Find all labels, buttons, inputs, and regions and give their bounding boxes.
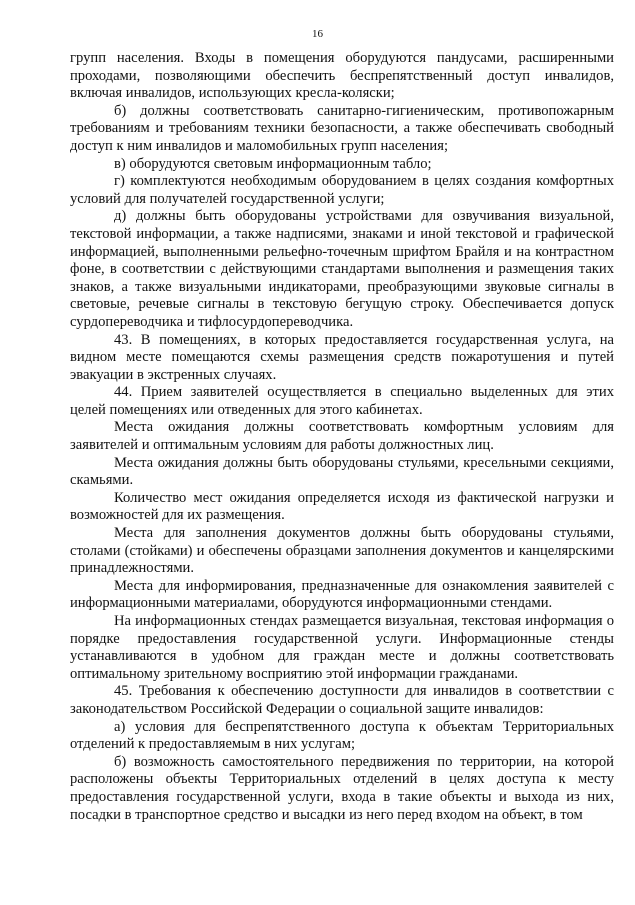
paragraph-item-v: в) оборудуются световым информационным табло; <box>114 155 432 172</box>
paragraph-continuation: групп населения. Входы в помещения оборудуются пандусами, расширенными проходами, позволяющими обеспечить беспрепятственный доступ инвалидов, включая инвалидов, использующих кресла-коляски; <box>70 50 614 102</box>
paragraph-43: 43. В помещениях, в которых предоставляется государственная услуга, на видном месте помещаются схемы размещения средств пожаротушения и путей эвакуации в экстренных случаях. <box>70 331 614 383</box>
paragraph-45: 45. Требования к обеспечению доступности для инвалидов в соответствии с законодательством Российской Федерации о социальной защите инвалидов: <box>70 683 614 717</box>
paragraph-waiting-comfort: Места ожидания должны соответствовать комфортным условиям для заявителей и оптимальным условиям для работы должностных лиц. <box>70 419 614 454</box>
paragraph-item-a: а) условия для беспрепятственного доступа к объектам Территориальных отделений к предоставляемым в них услугам; <box>70 718 614 753</box>
paragraph-44: 44. Прием заявителей осуществляется в специально выделенных для этих целей помещениях или отведенных для этого кабинетах. <box>70 384 614 418</box>
document-body <box>70 50 614 824</box>
paragraph-waiting-count: Количество мест ожидания определяется исходя из фактической нагрузки и возможностей для их размещения. <box>70 489 614 524</box>
paragraph-form-filling: Места для заполнения документов должны быть оборудованы стульями, столами (стойками) и обеспечены образцами заполнения документов и канцелярскими принадлежностями. <box>70 525 614 577</box>
page-number: 16 <box>312 28 323 40</box>
paragraph-item-b-mobility: б) возможность самостоятельного передвижения по территории, на которой расположены объекты Территориальных отделений в целях доступа к месту предоставления государственной услуги, входа в такие объекты и выхода из них, посадки в транспортное средство и высадки из него перед входом на объект, в том <box>70 753 614 823</box>
paragraph-info-stands: На информационных стендах размещается визуальная, текстовая информация о порядке предоставления государственной услуги. Информационные стенды устанавливаются в удобном для граждан месте и должны соответствовать оптимальному зрительному восприятию этой информации гражданами. <box>70 613 614 682</box>
paragraph-item-g: г) комплектуются необходимым оборудованием в целях создания комфортных условий для получателей государственной услуги; <box>70 173 614 207</box>
paragraph-item-d: д) должны быть оборудованы устройствами для озвучивания визуальной, текстовой информации, а также надписями, знаками и иной текстовой и графической информацией, выполненными рельефно-точечным шрифтом Брайля и на контрастном фоне, в соответствии с действующими стандартами выполнения и размещения таких знаков, а также визуальными индикаторами, преобразующими звуковые сигналы в световые, речевые сигналы в текстовую бегущую строку. Обеспечивается допуск сурдопереводчика и тифлосурдопереводчика. <box>70 208 614 330</box>
paragraph-item-b: б) должны соответствовать санитарно-гигиеническим, противопожарным требованиям и требованиям техники безопасности, а также обеспечивать свободный доступ к ним инвалидов и маломобильных групп населения; <box>70 102 614 154</box>
paragraph-waiting-seating: Места ожидания должны быть оборудованы стульями, кресельными секциями, скамьями. <box>70 454 614 489</box>
paragraph-info-places: Места для информирования, предназначенные для ознакомления заявителей с информационными материалами, оборудуются информационными стендами. <box>70 577 614 612</box>
